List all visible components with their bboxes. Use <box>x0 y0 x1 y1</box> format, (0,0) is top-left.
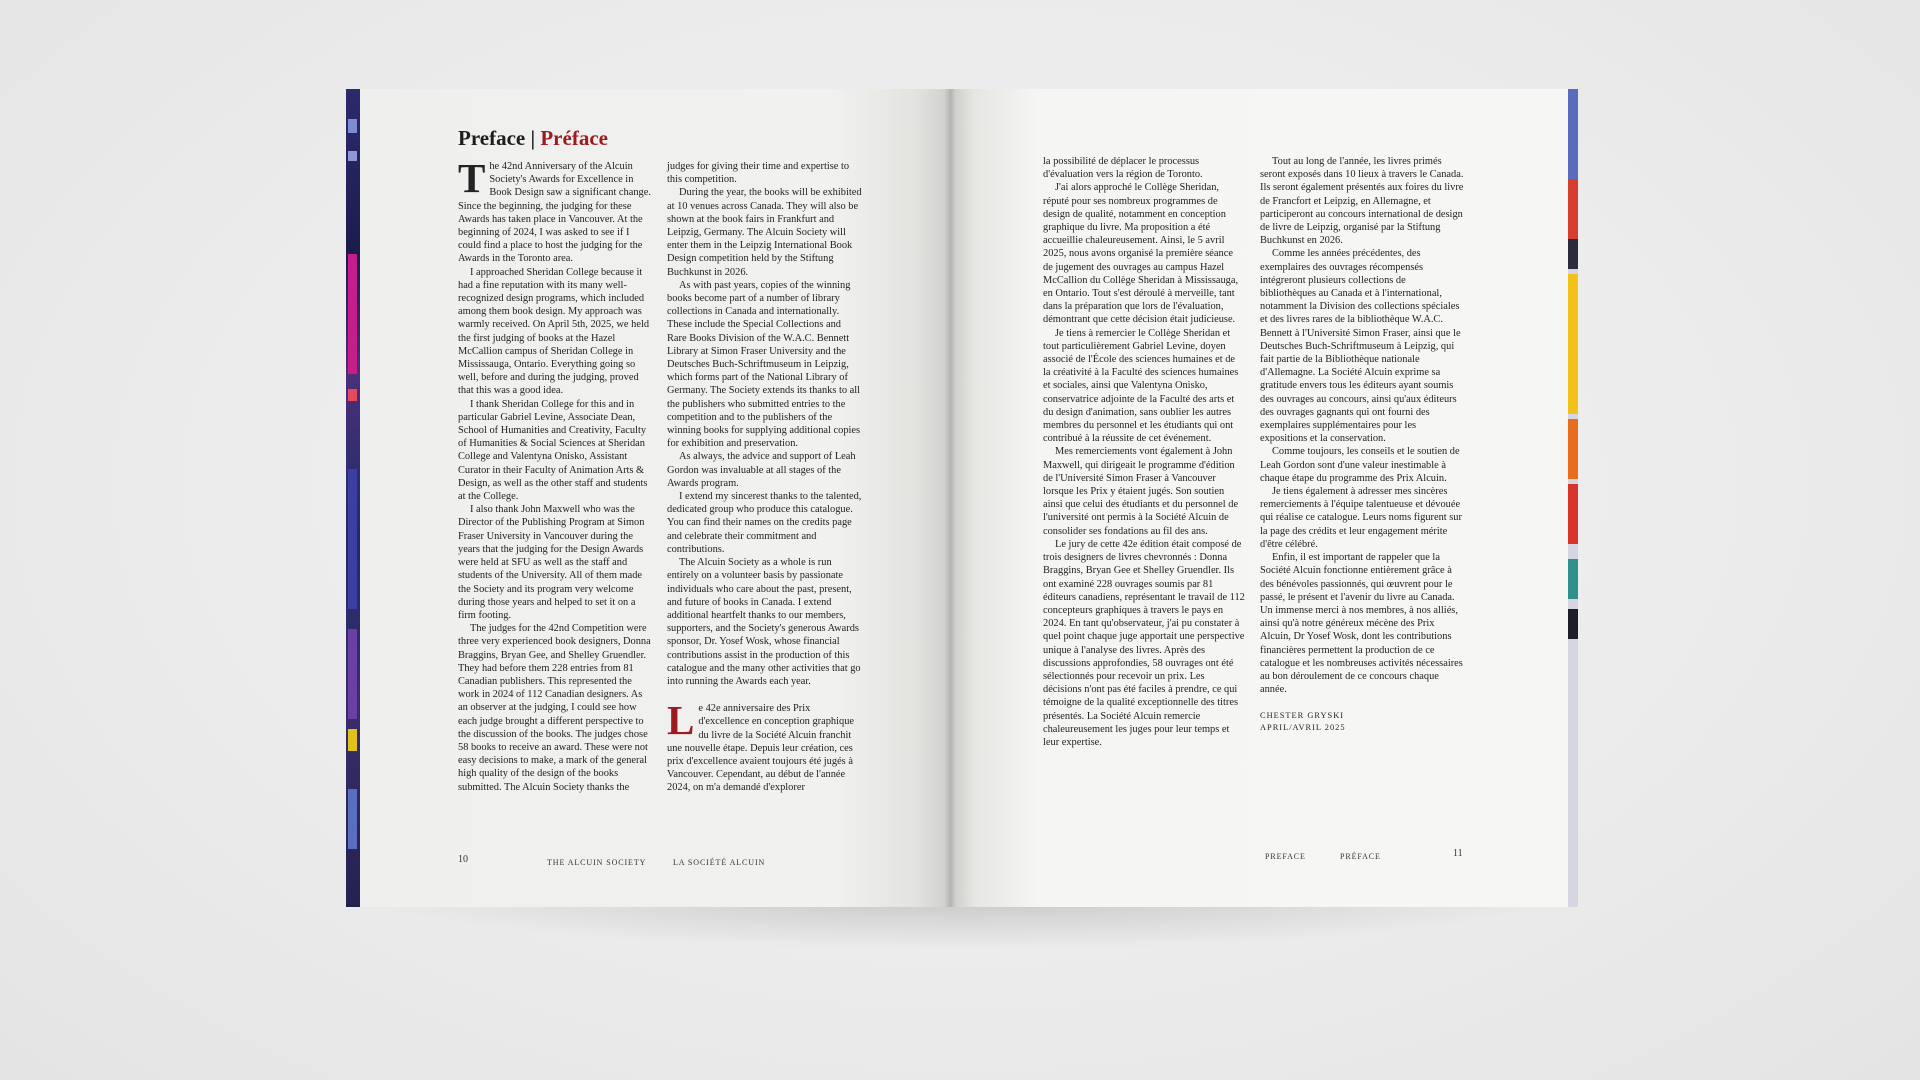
left-column-2 <box>667 160 863 795</box>
running-head-french: LA SOCIÉTÉ ALCUIN <box>673 858 766 867</box>
cover-edge-right <box>1568 89 1578 907</box>
signature-date: APRIL/AVRIL 2025 <box>1260 723 1346 733</box>
running-head-french-right: PRÉFACE <box>1340 852 1381 861</box>
paragraph: Le jury de cette 42e édition était composé de trois designers de livres chevronnés : Donna Braggins, Bryan Gee et Shelley Gruendler. Ils ont examiné 228 ouvrages soumis par 81 éditeurs canadiens, représentant le travail de 112 concepteurs graphiques à travers le pays en 2024. En tant qu'observateur, j'ai pu constater à quel point chaque juge apportait une perspective unique à l'analyse des livres. Après des discussions approfondies, 58 ouvrages ont été sélectionnés pour recevoir un prix. Les décisions n'ont pas été faciles à prendre, ce qui témoigne de la qualité exceptionnelle des titres présentés. La Société Alcuin remercie chaleureusement les juges pour leur temps et leur expertise. <box>1043 538 1245 748</box>
signature-name: CHESTER GRYSKI <box>1260 711 1345 721</box>
paragraph: Enfin, il est important de rappeler que la Société Alcuin fonctionne entièrement grâce à des bénévoles passionnés, qui œuvrent pour le passé, le présent et l'avenir du livre au Canada. Un immense merci à nos membres, à nos alliés, ainsi qu'à notre généreux mécène des Prix Alcuin, Dr Yosef Wosk, dont les contributions financières permettent la production de ce catalogue et les nombreuses activités nécessaires au bon déroulement de ce concours chaque année. <box>1260 552 1463 696</box>
paragraph: During the year, the books will be exhibited at 10 venues across Canada. They will also be shown at the book fairs in Frankfurt and Leipzig, Germany. The Alcuin Society will enter them in the Leipzig International Book Design competition held by the Stiftung Buchkunst in 2026. <box>667 187 862 278</box>
paragraph: judges for giving their time and expertise to this competition. <box>667 161 850 186</box>
right-column-1 <box>1043 155 1245 749</box>
paragraph: The 42nd Anniversary of the Alcuin Society's Awards for Excellence in Book Design saw a significant change. Since the beginning, the judging for these Awards has taken place in Vancouver. At the beginning of 2024, I was asked to see if I could find a place to host the judging for the Awards in the Toronto area. <box>458 155 651 265</box>
spine-gutter <box>944 89 956 907</box>
left-column-1 <box>458 155 654 794</box>
paragraph: Tout au long de l'année, les livres primés seront exposés dans 10 lieux à travers le Canada. Ils seront également présentés aux foires du livre de Francfort et Leipzig, en Allemagne, et participeront au concours international de design de livre de Leipzig, organisé par la Stiftung Buchkunst en 2026. <box>1260 156 1464 247</box>
page-title <box>458 126 608 151</box>
page-number-right: 11 <box>1453 848 1463 859</box>
paragraph: I thank Sheridan College for this and in particular Gabriel Levine, Associate Dean, School of Humanities and Creativity, Faculty of Humanities & Social Sciences at Sheridan College and Valentyna Onisko, Assistant Curator in their Faculty of Animation Arts & Design, as well as the other staff and students at the College. <box>458 398 648 503</box>
paragraph: Comme les années précédentes, des exemplaires des ouvrages récompensés intégreront plusieurs collections de bibliothèques au Canada et à l'international, notamment la Division des collections spéciales et des livres rares de la bibliothèque W.A.C. Bennett à l'Université Simon Fraser, ainsi que le Deutsches Buch-Schriftmuseum à Leipzig, qui fait partie de la Bibliothèque nationale d'Allemagne. La Société Alcuin exprime sa gratitude envers tous les éditeurs ayant soumis des ouvrages au concours, ainsi qu'aux éditeurs des ouvrages gagnants qui ont fourni des exemplaires supplémentaires pour les expositions et la conservation. <box>1260 248 1461 445</box>
paragraph-french-start: Le 42e anniversaire des Prix d'excellence en conception graphique du livre de la Société Alcuin franchit une nouvelle étape. Depuis leur création, ces prix d'excellence avaient toujours été jugés à Vancouver. Cependant, au début de l'année 2024, on m'a demandé d'explorer <box>667 697 854 794</box>
spacer <box>667 688 863 702</box>
drop-cap-french: L <box>667 697 695 744</box>
paragraph: I also thank John Maxwell who was the Director of the Publishing Program at Simon Fraser University in Vancouver during the years that the judging for the Design Awards were held at SFU as well as the staff and students of the University. All of them made the Society and its program very welcome during those years and helped to set it on a firm footing. <box>458 504 645 621</box>
page-number-left: 10 <box>458 854 468 865</box>
paragraph: The Alcuin Society as a whole is run entirely on a volunteer basis by passionate individuals who care about the past, present, and future of books in Canada. I extend additional heartfelt thanks to our members, supporters, and the Society's generous Awards sponsor, Dr. Yosef Wosk, whose financial contributions assist in the production of this catalogue and the many other activities that go into running the Awards each year. <box>667 557 861 687</box>
running-head-english-right: PREFACE <box>1265 852 1306 861</box>
paragraph: Je tiens également à adresser mes sincères remerciements à l'équipe talentueuse et dévouée qui réalise ce catalogue. Leurs noms figurent sur la page des crédits et leur engagement mérite d'être célébré. <box>1260 486 1462 550</box>
paragraph: Mes remerciements vont également à John Maxwell, qui dirigeait le programme d'édition de l'Université Simon Fraser à Vancouver lorsque les Prix y étaient jugés. Son soutien ainsi que celui des étudiants et du personnel de l'université ont permis à la Société Alcuin de consolider ses fondations au fil des ans. <box>1043 446 1239 537</box>
title-french: Préface <box>540 126 608 150</box>
paragraph: I extend my sincerest thanks to the talented, dedicated group who produce this catalogue. You can find their names on the credits page and celebrate their commitment and contributions. <box>667 491 862 555</box>
paragraph: As with past years, copies of the winning books become part of a number of library collections in Canada and internationally. These include the Special Collections and Rare Books Division of the W.A.C. Bennett Library at Simon Fraser University and the Deutsches Buch-Schriftmuseum in Leipzig, which forms part of the National Library of Germany. The Society extends its thanks to all the publishers who submitted entries to the competition and to the publishers of the winning books for supplying additional copies for exhibition and preservation. <box>667 279 861 450</box>
running-head-english: THE ALCUIN SOCIETY <box>547 858 647 867</box>
right-column-2 <box>1260 155 1464 734</box>
paragraph: Je tiens à remercier le Collège Sheridan et tout particulièrement Gabriel Levine, doyen associé de l'École des sciences humaines et de la créativité à la Faculté des sciences humaines et sociales, ainsi que Valentyna Onisko, conservatrice adjointe de la Faculté des arts et du design d'animation, sans oublier les autres membres du personnel et les étudiants qui ont contribué à la réussite de cet événement. <box>1043 327 1239 445</box>
paragraph: J'ai alors approché le Collège Sheridan, réputé pour ses nombreux programmes de design de qualité, notamment en conception graphique du livre. Ma proposition a été accueillie chaleureusement. Ainsi, le 5 avril 2025, nous avons organisé la première séance de jugement des ouvrages au campus Hazel McCallion du Collège Sheridan à Mississauga, en Ontario. Tout s'est déroulé à merveille, tant dans la préparation que lors de l'évaluation, démontrant que cette décision était judicieuse. <box>1043 182 1239 326</box>
paragraph: Comme toujours, les conseils et le soutien de Leah Gordon sont d'une valeur inestimable à chaque étape du programme des Prix Alcuin. <box>1260 446 1460 484</box>
title-english: Preface <box>458 126 526 150</box>
paragraph: As always, the advice and support of Leah Gordon was invaluable at all stages of the Awards program. <box>667 451 856 489</box>
paragraph: The judges for the 42nd Competition were three very experienced book designers, Donna Braggins, Bryan Gee, and Shelley Gruendler. They had before them 228 entries from 81 Canadian publishers. This represented the work in 2024 of 112 Canadian designers. As an observer at the judging, I could see how each judge brought a different perspective to the discussion of the books. The judges chose 58 books to receive an award. These were not easy decisions to make, a mark of the general high quality of the design of the books submitted. The Alcuin Society thanks the <box>458 623 651 793</box>
drop-cap: T <box>458 155 486 201</box>
title-separator: | <box>530 126 536 150</box>
paragraph: la possibilité de déplacer le processus d'évaluation vers la région de Toronto. <box>1043 156 1203 181</box>
paragraph: I approached Sheridan College because it had a fine reputation with its many well-recognized design programs, which included among them book design. My approach was warmly received. On April 5th, 2025, we held the first judging of books at the Hazel McCallion campus of Sheridan College in Mississauga, Ontario. Everything going so well, before and during the judging, proved that this was a good idea. <box>458 266 650 397</box>
